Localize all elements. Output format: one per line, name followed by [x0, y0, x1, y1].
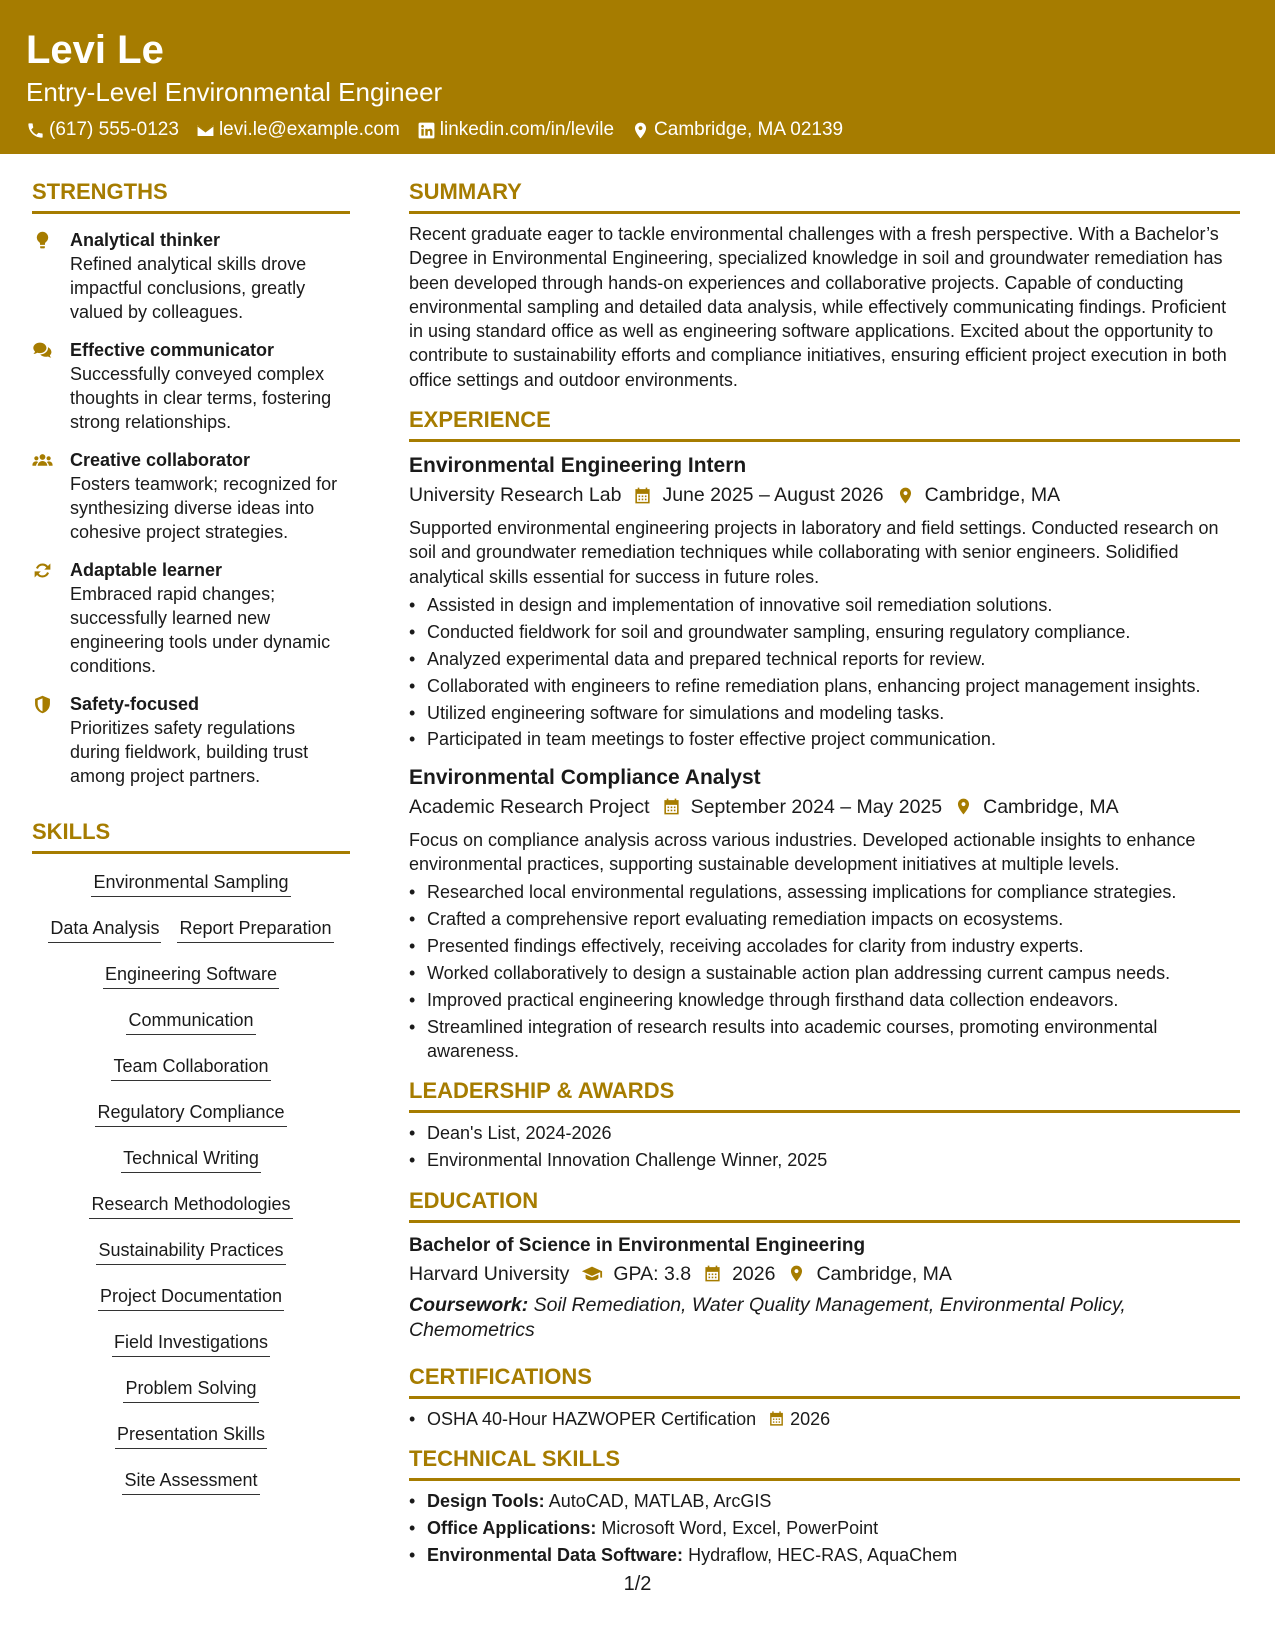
strength-desc: Fosters teamwork; recognized for synthesizing diverse ideas into cohesive project strategies.	[70, 474, 338, 542]
summary-text: Recent graduate eager to tackle environmental challenges with a fresh perspective. With a Bachelor’s Degree in Environmental Engineering, specialized knowledge in soil and groundwater remediation has been developed through hands-on experiences and collaborative projects. Capable of conducting environmental sampling and detailed data analysis, while effectively communicating findings. Proficient in using standard office as well as engineering software applications. Excited about the opportunity to contribute to sustainability efforts and compliance initiatives, ensuring efficient project execution in both office settings and outdoor environments.	[409, 224, 1227, 390]
calendar-icon	[662, 797, 681, 816]
skill-chip: Research Methodologies	[89, 1192, 292, 1219]
bullet-item: • Improved practical engineering knowledge through firsthand data collection endeavors.	[409, 988, 1240, 1012]
coursework-label: Coursework:	[409, 1293, 529, 1316]
job-dates: September 2024 – May 2025	[690, 795, 943, 818]
award-item: • Environmental Innovation Challenge Winner, 2025	[409, 1148, 1240, 1172]
school-name: Harvard University	[409, 1262, 570, 1285]
bullet-item: • Crafted a comprehensive report evaluating remediation impacts on ecosystems.	[409, 907, 1240, 931]
education-meta	[409, 1259, 1240, 1289]
strength-title: Creative collaborator	[70, 450, 251, 470]
award-item: • Dean's List, 2024-2026	[409, 1121, 1240, 1145]
coursework-list: Soil Remediation, Water Quality Management, Environmental Policy, Chemometrics	[409, 1293, 1126, 1341]
bullet-item: • Utilized engineering software for simulations and modeling tasks.	[409, 701, 1240, 725]
phone-icon	[26, 121, 45, 140]
job-title: Environmental Engineering Intern	[409, 454, 747, 478]
job-description: Focus on compliance analysis across various industries. Developed actionable insights to enhance environmental practices, supporting sustainable development initiatives at multiple levels.	[409, 829, 1196, 875]
summary-heading: SUMMARY	[409, 178, 1240, 214]
right-column	[409, 178, 1240, 1570]
contact-email[interactable]	[196, 118, 400, 142]
job-bullets	[409, 880, 1240, 1063]
skills-list	[32, 866, 350, 1510]
degree-title: Bachelor of Science in Environmental Engineering	[409, 1234, 866, 1256]
skill-chip: Team Collaboration	[111, 1054, 270, 1081]
leadership-list	[409, 1121, 1240, 1172]
contact-bar	[26, 118, 1249, 142]
phone-text: (617) 555-0123	[49, 119, 179, 140]
job-entry	[409, 764, 1240, 1064]
tech-skill-value: AutoCAD, MATLAB, ArcGIS	[548, 1490, 772, 1511]
bullet-item: • Streamlined integration of research results into academic courses, promoting environmental awareness.	[409, 1015, 1240, 1064]
gpa: GPA: 3.8	[613, 1262, 692, 1285]
job-meta	[409, 480, 1240, 510]
job-bullets	[409, 593, 1240, 752]
certification-year: 2026	[790, 1408, 831, 1429]
skill-chip: Environmental Sampling	[91, 870, 290, 897]
strength-item	[32, 448, 350, 544]
skill-chip: Sustainability Practices	[96, 1238, 285, 1265]
coursework	[409, 1293, 1240, 1343]
candidate-title: Entry-Level Environmental Engineer	[26, 77, 443, 107]
experience-heading: EXPERIENCE	[409, 406, 1240, 442]
strength-title: Analytical thinker	[70, 230, 221, 250]
skill-chip: Engineering Software	[103, 962, 279, 989]
strength-title: Adaptable learner	[70, 560, 223, 580]
resume-header	[0, 0, 1275, 154]
certifications-heading: CERTIFICATIONS	[409, 1363, 1240, 1399]
bullet-item: • Researched local environmental regulations, assessing implications for compliance strategies.	[409, 880, 1240, 904]
tech-skill-label: Design Tools:	[427, 1490, 545, 1511]
tech-skill-item	[409, 1489, 1240, 1513]
strength-desc: Successfully conveyed complex thoughts in clear terms, fostering strong relationships.	[70, 364, 332, 432]
certification-name: • OSHA 40-Hour HAZWOPER Certification	[427, 1408, 757, 1429]
graduation-year: 2026	[732, 1262, 776, 1285]
strengths-heading: STRENGTHS	[32, 178, 350, 214]
tech-skill-label: Environmental Data Software:	[427, 1544, 684, 1565]
leadership-heading: LEADERSHIP & AWARDS	[409, 1077, 1240, 1113]
email-text: levi.le@example.com	[218, 119, 400, 140]
map-marker-icon	[631, 121, 650, 140]
map-marker-icon	[896, 486, 915, 505]
technical-skills-list	[409, 1489, 1240, 1567]
strength-item	[32, 558, 350, 678]
job-dates: June 2025 – August 2026	[662, 484, 884, 507]
job-meta	[409, 792, 1240, 822]
tech-skill-item	[409, 1543, 1240, 1567]
calendar-icon	[633, 486, 652, 505]
technical-skills-heading: TECHNICAL SKILLS	[409, 1445, 1240, 1481]
tech-skill-value: Hydraflow, HEC-RAS, AquaChem	[688, 1544, 958, 1565]
bullet-item: • Presented findings effectively, receiving accolades for clarity from industry experts.	[409, 934, 1240, 958]
skill-chip: Technical Writing	[121, 1146, 261, 1173]
left-column	[32, 178, 350, 1510]
linkedin-icon	[417, 121, 436, 140]
comments-icon	[32, 340, 53, 361]
skill-chip: Data Analysis	[48, 916, 161, 943]
strength-item	[32, 692, 350, 788]
job-title: Environmental Compliance Analyst	[409, 765, 761, 789]
strength-desc: Prioritizes safety regulations during fieldwork, building trust among project partners.	[70, 718, 309, 786]
job-org: Academic Research Project	[409, 795, 650, 818]
certifications-list	[409, 1407, 1240, 1431]
sync-icon	[32, 560, 53, 581]
candidate-name: Levi Le	[26, 28, 164, 72]
map-marker-icon	[787, 1264, 806, 1283]
bullet-item: • Conducted fieldwork for soil and groundwater sampling, ensuring regulatory compliance.	[409, 620, 1240, 644]
bullet-item: • Assisted in design and implementation of innovative soil remediation solutions.	[409, 593, 1240, 617]
strength-desc: Refined analytical skills drove impactful conclusions, greatly valued by colleagues.	[70, 254, 307, 322]
skill-chip: Regulatory Compliance	[95, 1100, 286, 1127]
bullet-item: • Analyzed experimental data and prepared technical reports for review.	[409, 647, 1240, 671]
shield-icon	[32, 694, 53, 715]
skill-chip: Presentation Skills	[115, 1422, 267, 1449]
lightbulb-icon	[32, 230, 53, 251]
strength-title: Safety-focused	[70, 694, 200, 714]
school-location: Cambridge, MA	[816, 1262, 952, 1285]
strength-item	[32, 338, 350, 434]
bullet-item: • Worked collaboratively to design a sustainable action plan addressing current campus needs.	[409, 961, 1240, 985]
skill-chip: Site Assessment	[122, 1468, 259, 1495]
users-icon	[32, 450, 53, 471]
job-location: Cambridge, MA	[924, 484, 1061, 507]
skill-chip: Project Documentation	[98, 1284, 284, 1311]
map-marker-icon	[954, 797, 973, 816]
job-entry	[409, 452, 1240, 752]
job-location: Cambridge, MA	[983, 795, 1119, 818]
skill-chip: Problem Solving	[123, 1376, 258, 1403]
contact-phone[interactable]	[26, 118, 179, 142]
page-number: 1/2	[623, 1573, 652, 1595]
strength-item	[32, 228, 350, 324]
job-org: University Research Lab	[409, 484, 622, 507]
bullet-item: • Participated in team meetings to foster effective project communication.	[409, 727, 1240, 751]
skill-chip: Field Investigations	[112, 1330, 270, 1357]
contact-linkedin[interactable]	[417, 118, 614, 142]
contact-location	[631, 118, 843, 142]
certification-item	[409, 1407, 1240, 1431]
skill-chip: Report Preparation	[177, 916, 333, 943]
job-description: Supported environmental engineering projects in laboratory and field settings. Conducted research on soil and groundwater remediation techniques while collaborating with senior engineers. Solidified analytical skills essential for success in future roles.	[409, 518, 1219, 587]
envelope-icon	[196, 121, 215, 140]
graduation-cap-icon	[581, 1263, 603, 1285]
calendar-icon	[703, 1264, 722, 1283]
calendar-icon	[768, 1410, 785, 1427]
tech-skill-label: Office Applications:	[427, 1517, 597, 1538]
skill-chip: Communication	[126, 1008, 255, 1035]
tech-skill-value: Microsoft Word, Excel, PowerPoint	[601, 1517, 879, 1538]
linkedin-text: linkedin.com/in/levile	[439, 119, 615, 140]
tech-skill-item	[409, 1516, 1240, 1540]
strength-title: Effective communicator	[70, 340, 275, 360]
skills-heading: SKILLS	[32, 818, 350, 854]
strength-desc: Embraced rapid changes; successfully learned new engineering tools under dynamic conditions.	[70, 584, 331, 676]
location-text: Cambridge, MA 02139	[654, 119, 844, 140]
education-heading: EDUCATION	[409, 1187, 1240, 1223]
bullet-item: • Collaborated with engineers to refine remediation plans, enhancing project management insights.	[409, 674, 1240, 698]
